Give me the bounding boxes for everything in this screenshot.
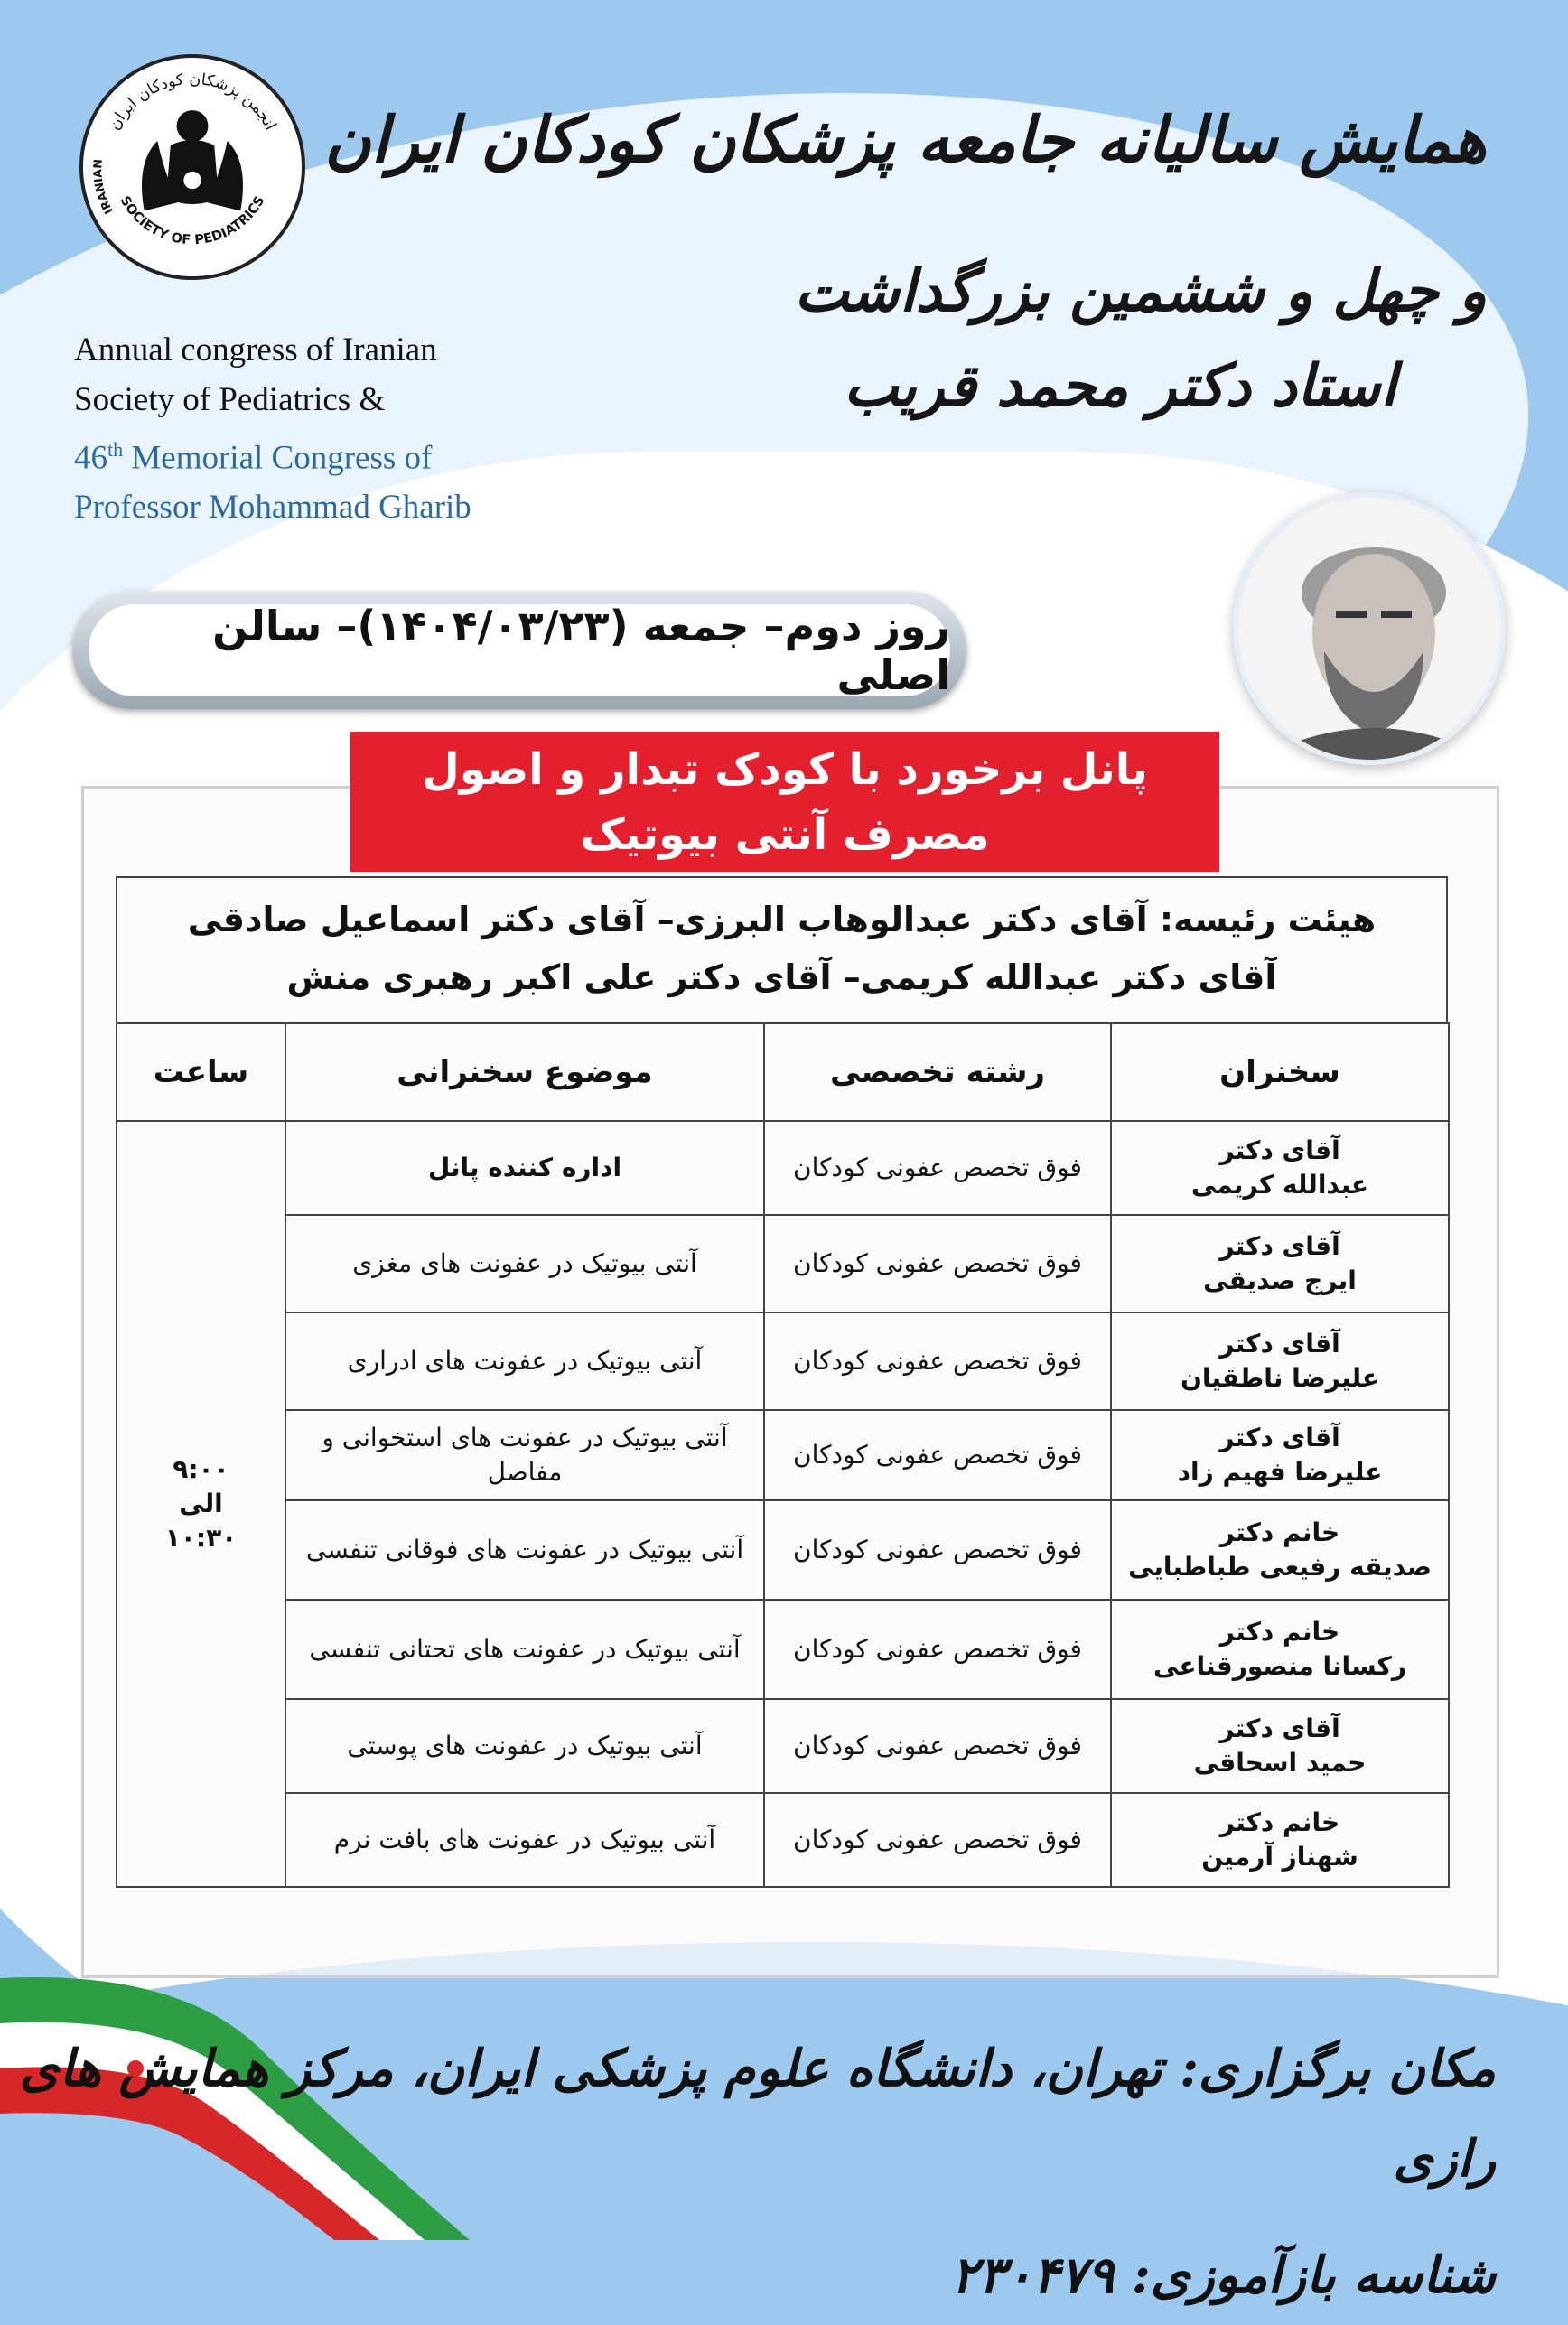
presiding-board	[116, 876, 1448, 1022]
table-row	[117, 1500, 1449, 1600]
speaker-name: ایرج صدیقی	[1203, 1265, 1357, 1295]
cme-code-text: شناسه بازآموزی: ۲۳۰۴۷۹	[950, 2246, 1496, 2305]
venue-text: مکان برگزاری: تهران، دانشگاه علوم پزشکی ایران، مرکز همایش های رازی	[19, 2039, 1496, 2189]
header-specialty: رشته تخصصی	[764, 1023, 1111, 1121]
logo-bottom-text: SOCIETY OF PEDIATRICS	[117, 193, 268, 248]
specialty-cell: فوق تخصص عفونی کودکان	[764, 1500, 1111, 1600]
topic-cell: آنتی بیوتیک در عفونت های تحتانی تنفسی	[285, 1600, 764, 1699]
speaker-cell	[1111, 1410, 1449, 1500]
english-title-line3-rest: Memorial Congress of	[123, 439, 433, 477]
time-start: ۹:۰۰	[173, 1454, 229, 1484]
specialty-cell: فوق تخصص عفونی کودکان	[764, 1793, 1111, 1887]
panel-title	[350, 732, 1219, 872]
society-logo	[79, 54, 305, 280]
panel-title-line1: پانل برخورد با کودک تبدار و اصول	[422, 744, 1148, 795]
svg-text:IRANIAN	[90, 159, 116, 217]
logo-ring	[83, 58, 302, 276]
table-row	[117, 1600, 1449, 1699]
table-row	[117, 1215, 1449, 1312]
english-title-line4: Professor Mohammad Gharib	[74, 489, 471, 527]
speaker-title: آقای دکتر	[1219, 1135, 1340, 1165]
table-row	[117, 1699, 1449, 1793]
speaker-title: خانم دکتر	[1219, 1617, 1340, 1647]
header-speaker: سخنران	[1111, 1023, 1449, 1121]
day-banner	[72, 592, 966, 709]
speaker-name: حمید اسحاقی	[1193, 1748, 1367, 1778]
speaker-cell	[1111, 1500, 1449, 1600]
speaker-name: عبدالله کریمی	[1190, 1170, 1369, 1200]
topic-cell: اداره کننده پانل	[285, 1121, 764, 1215]
program-table	[116, 1022, 1450, 1888]
speaker-title: آقای دکتر	[1219, 1713, 1340, 1743]
speaker-title: آقای دکتر	[1219, 1231, 1340, 1261]
topic-cell: آنتی بیوتیک در عفونت های بافت نرم	[285, 1793, 764, 1887]
topic-cell: آنتی بیوتیک در عفونت های پوستی	[285, 1699, 764, 1793]
topic-cell: آنتی بیوتیک در عفونت های ادراری	[285, 1312, 764, 1410]
speaker-cell	[1111, 1215, 1449, 1312]
speaker-cell	[1111, 1121, 1449, 1215]
table-row	[117, 1410, 1449, 1500]
speaker-name: رکسانا منصورقناعی	[1153, 1651, 1406, 1681]
table-header-row	[117, 1023, 1449, 1121]
speaker-cell	[1111, 1312, 1449, 1410]
header-topic: موضوع سخنرانی	[285, 1023, 764, 1121]
topic-cell: آنتی بیوتیک در عفونت های استخوانی و مفاصل	[285, 1410, 764, 1500]
speaker-name: شهناز آرمین	[1201, 1842, 1358, 1872]
presiding-board-line1: هیئت رئیسه: آقای دکتر عبدالوهاب البرزی– آقای دکتر اسماعیل صادقی	[187, 900, 1377, 939]
table-row	[117, 1121, 1449, 1215]
persian-title-line2: و چهل و ششمین بزرگداشت	[794, 257, 1487, 325]
speaker-cell	[1111, 1793, 1449, 1887]
persian-title-line1: همایش سالیانه جامعه پزشکان کودکان ایران	[324, 102, 1487, 177]
persian-title-line3: استاد دکتر محمد قریب	[844, 352, 1396, 420]
specialty-cell: فوق تخصص عفونی کودکان	[764, 1699, 1111, 1793]
speaker-title: خانم دکتر	[1219, 1807, 1340, 1837]
time-cell	[117, 1121, 285, 1887]
specialty-cell: فوق تخصص عفونی کودکان	[764, 1312, 1111, 1410]
table-row	[117, 1793, 1449, 1887]
portrait-illustration	[1238, 498, 1500, 760]
topic-cell: آنتی بیوتیک در عفونت های فوقانی تنفسی	[285, 1500, 764, 1600]
specialty-cell: فوق تخصص عفونی کودکان	[764, 1410, 1111, 1500]
table-row	[117, 1312, 1449, 1410]
speaker-name: صدیقه رفیعی طباطبایی	[1128, 1552, 1432, 1582]
speaker-cell	[1111, 1600, 1449, 1699]
presiding-board-line2: آقای دکتر عبدالله کریمی– آقای دکتر علی اکبر رهبری منش	[286, 957, 1277, 997]
logo-side-text: IRANIAN	[90, 158, 116, 217]
english-title-line1: Annual congress of Iranian	[74, 331, 437, 369]
english-title-line2: Society of Pediatrics &	[74, 381, 386, 418]
speaker-cell	[1111, 1699, 1449, 1793]
specialty-cell: فوق تخصص عفونی کودکان	[764, 1215, 1111, 1312]
footer	[0, 2023, 1496, 2325]
panel-title-line2: مصرف آنتی بیوتیک	[580, 809, 990, 860]
speaker-title: خانم دکتر	[1219, 1517, 1340, 1547]
topic-cell: آنتی بیوتیک در عفونت های مغزی	[285, 1215, 764, 1312]
speaker-title: آقای دکتر	[1219, 1423, 1340, 1452]
time-end: ۱۰:۳۰	[164, 1523, 238, 1553]
time-sep: الی	[179, 1489, 223, 1518]
day-banner-text: روز دوم– جمعه (۱۴۰۴/۰۳/۲۳)– سالن اصلی	[89, 604, 950, 696]
ordinal-suffix: th	[107, 438, 124, 461]
header-time: ساعت	[117, 1023, 285, 1121]
professor-portrait	[1233, 492, 1506, 765]
ordinal-number: 46	[74, 439, 107, 477]
persian-title	[324, 90, 1487, 434]
speaker-title: آقای دکتر	[1219, 1329, 1340, 1359]
specialty-cell: فوق تخصص عفونی کودکان	[764, 1600, 1111, 1699]
speaker-name: علیرضا فهیم زاد	[1177, 1457, 1383, 1487]
speaker-name: علیرضا ناطقیان	[1180, 1363, 1380, 1393]
specialty-cell: فوق تخصص عفونی کودکان	[764, 1121, 1111, 1215]
logo-top-text: انجمن پزشکان کودکان ایران	[105, 70, 280, 134]
